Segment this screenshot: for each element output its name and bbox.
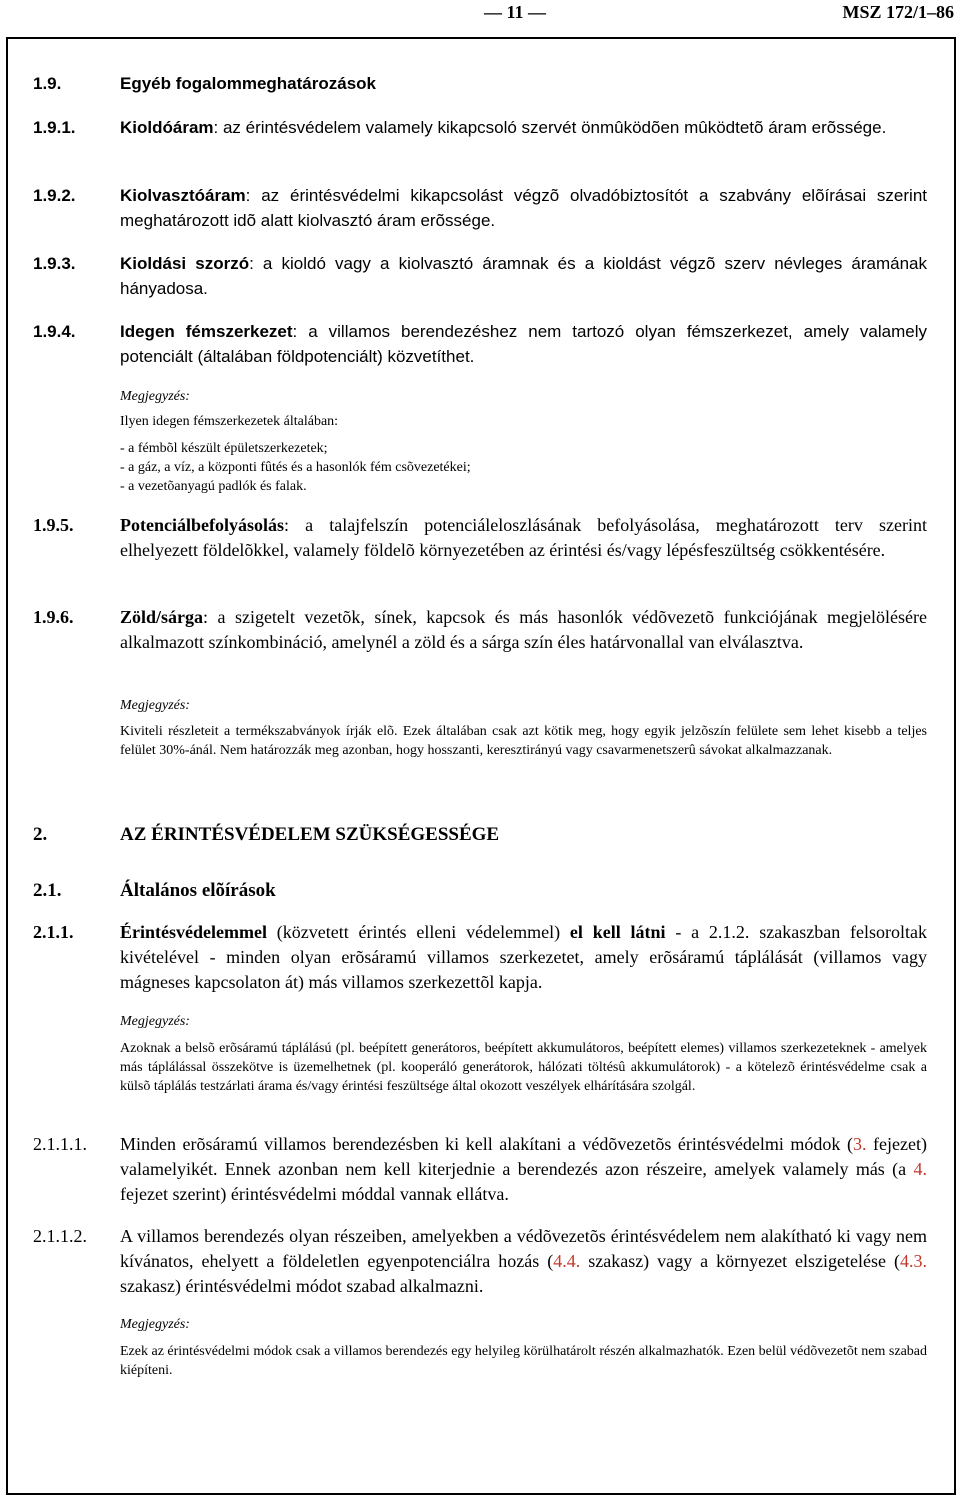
list-item: - a gáz, a víz, a központi fûtés és a hasonlók fém csõvezetékei; [120, 460, 471, 475]
section-1-9-heading [33, 71, 927, 99]
paragraph-2-1-1-1 [33, 1132, 927, 1210]
text-run: fejezet szerint) érintésvédelmi móddal vannak ellátva. [120, 1184, 509, 1204]
note-intro: Ilyen idegen fémszerkezetek általában: [120, 414, 339, 429]
definition-text [120, 319, 927, 369]
definition-number: 1.9.4. [33, 322, 76, 341]
definition-text [120, 605, 927, 655]
definition-number: 1.9.3. [33, 254, 76, 273]
note-label: Megjegyzés: [120, 1317, 190, 1332]
note-label: Megjegyzés: [120, 698, 190, 713]
paragraph-number: 2.1.1. [33, 922, 74, 942]
emphasis: Érintésvédelemmel [120, 922, 267, 942]
term: Zöld/sárga [120, 607, 204, 627]
chapter-number: 2. [33, 824, 48, 845]
definition-body: : az érintésvédelem valamely kikapcsoló szervét önmûködõen mûködtetõ áram erõssége. [213, 118, 887, 137]
paragraph-2-1-1 [33, 920, 927, 998]
definition-text [120, 183, 927, 233]
text-run: fejezet) valamelyikét. Ennek azonban nem kell kiterjednie a berendezés azon részeire, amelyek valamely más (a [120, 1134, 927, 1179]
paragraph-number: 2.1.1.1. [33, 1134, 87, 1154]
list-item: - a fémbõl készült épületszerkezetek; [120, 441, 328, 456]
definition-1-9-2 [33, 183, 927, 235]
text-run: szakasz) érintésvédelmi módot szabad alkalmazni. [120, 1276, 484, 1296]
note-text: Ezek az érintésvédelmi módok csak a villamos berendezés egy helyileg körülhatárolt részén alkalmazhatók. Ezen belül védõvezetõt nem szabad kiépíteni. [120, 1344, 928, 1378]
text-run: szakasz) vagy a környezet elszigetelése ( [580, 1251, 900, 1271]
definition-1-9-6 [33, 605, 927, 683]
definition-text [120, 513, 927, 563]
definition-text [120, 251, 927, 301]
section-ref-link[interactable]: 4.3. [900, 1251, 927, 1271]
paragraph-number: 2.1.1.2. [33, 1226, 87, 1246]
term: Kioldóáram [120, 118, 214, 137]
paragraph-text [120, 1224, 927, 1299]
section-number: 2.1. [33, 880, 62, 901]
note-label: Megjegyzés: [120, 1014, 190, 1029]
text-run: (közvetett érintés elleni védelemmel) [266, 922, 570, 942]
page-number: — 11 — [484, 2, 547, 22]
note-label: Megjegyzés: [120, 389, 190, 404]
page-header [0, 0, 960, 28]
note-text: Kiviteli részleteit a termékszabványok írják elõ. Ezek általában csak azt kötik meg, hogy egyik jelzõszín felülete sem lehet kisebb a teljes felület 30%-ánál. Nem határozzák meg azonban, hogy hosszanti, keresztirányú vagy csavarmenetszerû sávokat alkalmazzanak. [120, 724, 927, 758]
section-2-1-heading [33, 878, 927, 906]
text-run: - a 2.1.2. szakaszban felsoroltak kivételével - minden olyan erõsáramú villamos szerkezetet, amely erõsáramú táplálását (villamos vagy mágneses kapcsolaton át) más villamos szerkezettõl kapja. [120, 922, 927, 992]
paragraph-2-1-1-2 [33, 1224, 927, 1302]
term: Idegen fémszerkezet [120, 322, 293, 341]
note-list [120, 439, 471, 496]
definition-number: 1.9.6. [33, 607, 74, 627]
definition-number: 1.9.2. [33, 186, 76, 205]
section-ref-link[interactable]: 4.4. [553, 1251, 581, 1271]
emphasis: el kell látni [569, 922, 666, 942]
definition-body: : a szigetelt vezetõk, sínek, kapcsok és más hasonlók védõvezetõ funkciójának megjelölésére alkalmazott színkombináció, amelynél a zöld és a sárga szín éles határvonallal van elválasztva. [120, 607, 927, 652]
text-run: A villamos berendezés olyan részeiben, amelyekben a védõvezetõs érintésvédelem nem alakítható ki vagy nem kívánatos, ehelyett a földeletlen egyenpotenciálra hozás ( [120, 1226, 927, 1271]
definition-1-9-4 [33, 319, 927, 371]
term: Kioldási szorzó [120, 254, 250, 273]
paragraph-text [120, 1132, 927, 1207]
section-title: Általános elõírások [120, 880, 276, 901]
definition-number: 1.9.1. [33, 118, 76, 137]
definition-1-9-1 [33, 115, 927, 167]
chapter-2-heading [33, 822, 927, 850]
chapter-ref-link[interactable]: 4. [913, 1159, 927, 1179]
text-run: Minden erõsáramú villamos berendezésben ki kell alakítani a védõvezetõs érintésvédelmi módok ( [120, 1134, 853, 1154]
chapter-ref-link[interactable]: 3. [852, 1134, 867, 1154]
section-title: Egyéb fogalommeghatározások [120, 74, 377, 93]
definition-1-9-3 [33, 251, 927, 303]
definition-text [120, 115, 927, 140]
standard-id: MSZ 172/1–86 [842, 2, 954, 22]
definition-body: : a villamos berendezéshez nem tartozó olyan fémszerkezet, amely valamely potenciált (általában földpotenciált) közvetíthet. [120, 322, 927, 366]
definition-body: : az érintésvédelmi kikapcsolást végzõ olvadóbiztosítót a szabvány elõírásai szerint meghatározott idõ alatt kiolvasztó áram erõssége. [120, 186, 927, 230]
chapter-title: AZ ÉRINTÉSVÉDELEM SZÜKSÉGESSÉGE [120, 824, 500, 845]
definition-number: 1.9.5. [33, 515, 74, 535]
paragraph-text [120, 920, 927, 995]
definition-body: : a talajfelszín potenciáleloszlásának befolyásolása, meghatározott terv szerint elhelyezett földelõkkel, valamely földelõ környezetében az érintési és/vagy lépésfeszültség csökkentésére. [120, 515, 927, 560]
list-item: - a vezetõanyagú padlók és falak. [120, 479, 307, 494]
term: Potenciálbefolyásolás [120, 515, 284, 535]
section-number: 1.9. [33, 74, 62, 93]
note-text: Azoknak a belsõ erõsáramú táplálású (pl. beépített generátoros, beépített akkumulátoros, beépített elemes) villamos szerkezeteknek - amelyek más táplálással összekötve is üzemelhetnek (pl. kooperáló generátorok, hálózati töltésû akkumulátorok) - a kötelezõ érintésvédelme csak a külsõ táplálás testzárlati árama és/vagy érintési feszültsége által okozott veszélyek elhárítására szolgál. [120, 1041, 927, 1094]
term: Kiolvasztóáram [120, 186, 246, 205]
definition-1-9-5 [33, 513, 927, 591]
definition-body: : a kioldó vagy a kiolvasztó áramnak és a kioldást végzõ szerv névleges áramának hányadosa. [120, 254, 927, 298]
